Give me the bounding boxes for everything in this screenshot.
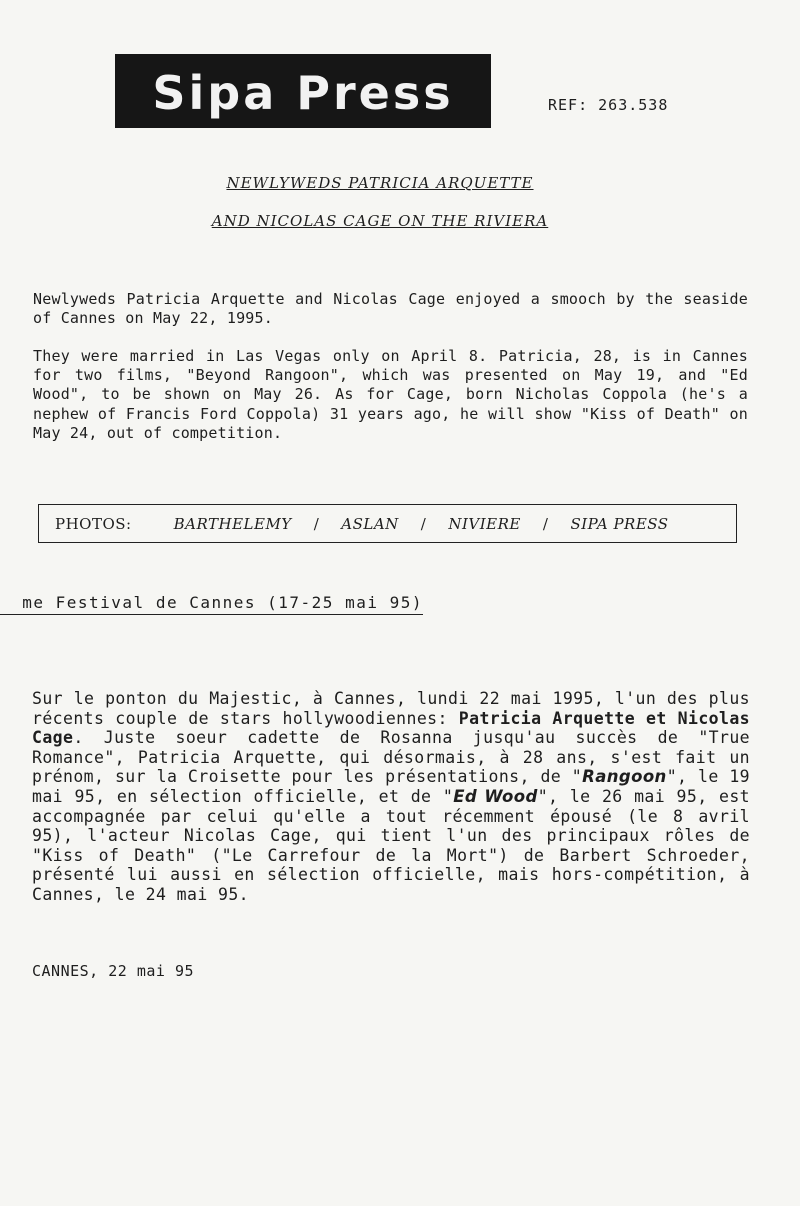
photo-credits-box	[38, 504, 737, 543]
logo-text: Sipa Press	[152, 66, 454, 120]
french-text: ", le 26 mai 95, est accompagnée par celui qu'elle a tout récemment épousé (le 8 avril 95), l'acteur Nicolas Cage, qui tient l'un des principaux rôles de "Kiss of Death" ("Le Carrefour de la Mort") de Barbert Schroeder, présenté lui aussi en sélection officielle, mais hors-compétition, à Cannes, le 24 mai 95.	[32, 786, 750, 904]
sipa-press-logo	[115, 54, 491, 128]
photographer-name: ASLAN	[341, 514, 399, 533]
credits-separator: /	[420, 514, 427, 533]
french-caption-paragraph	[32, 689, 750, 905]
film-title-rangoon: Rangoon	[582, 767, 667, 787]
credits-separator: /	[313, 514, 320, 533]
photographer-name: NIVIERE	[448, 514, 521, 533]
photographer-name: BARTHELEMY	[173, 514, 292, 533]
film-title-ed-wood: Ed Wood	[453, 786, 538, 806]
headline-line-1: NEWLYWEDS PATRICIA ARQUETTE	[226, 174, 534, 192]
photographer-name: SIPA PRESS	[570, 514, 669, 533]
festival-caption-line	[0, 594, 423, 615]
french-text: . Juste soeur cadette de Rosanna jusqu'au succès de "True Romance", Patricia Arquette, qui désormais, à 28 ans, s'est fait un prénom, sur la Croisette pour les présentations, de "	[32, 728, 750, 787]
french-bold-names: Patricia Arquette et Nicolas Cage	[32, 708, 751, 748]
photo-credits-label: PHOTOS:	[55, 514, 132, 533]
headline-line-2: AND NICOLAS CAGE ON THE RIVIERA	[211, 212, 549, 230]
reference-number: REF: 263.538	[548, 96, 669, 114]
french-text: ", le 19 mai 95, en sélection officielle, et de "	[32, 767, 750, 806]
credits-separator: /	[542, 514, 549, 533]
english-paragraph-1: Newlyweds Patricia Arquette and Nicolas Cage enjoyed a smooch by the seaside of Cannes on May 22, 1995.	[33, 290, 748, 328]
festival-caption-text: me Festival de Cannes (17-25 mai 95)	[22, 594, 423, 612]
french-text: Sur le ponton du Majestic, à Cannes, lundi 22 mai 1995, l'un des plus récents couple de stars hollywoodiennes:	[32, 689, 750, 728]
english-paragraph-2: They were married in Las Vegas only on April 8. Patricia, 28, is in Cannes for two films, "Beyond Rangoon", which was presented on May 19, and "Ed Wood", to be shown on May 26. As for Cage, born Nicholas Coppola (he's a nephew of Francis Ford Coppola) 31 years ago, he will show "Kiss of Death" on May 24, out of competition.	[33, 347, 748, 442]
dateline: CANNES, 22 mai 95	[32, 962, 195, 980]
